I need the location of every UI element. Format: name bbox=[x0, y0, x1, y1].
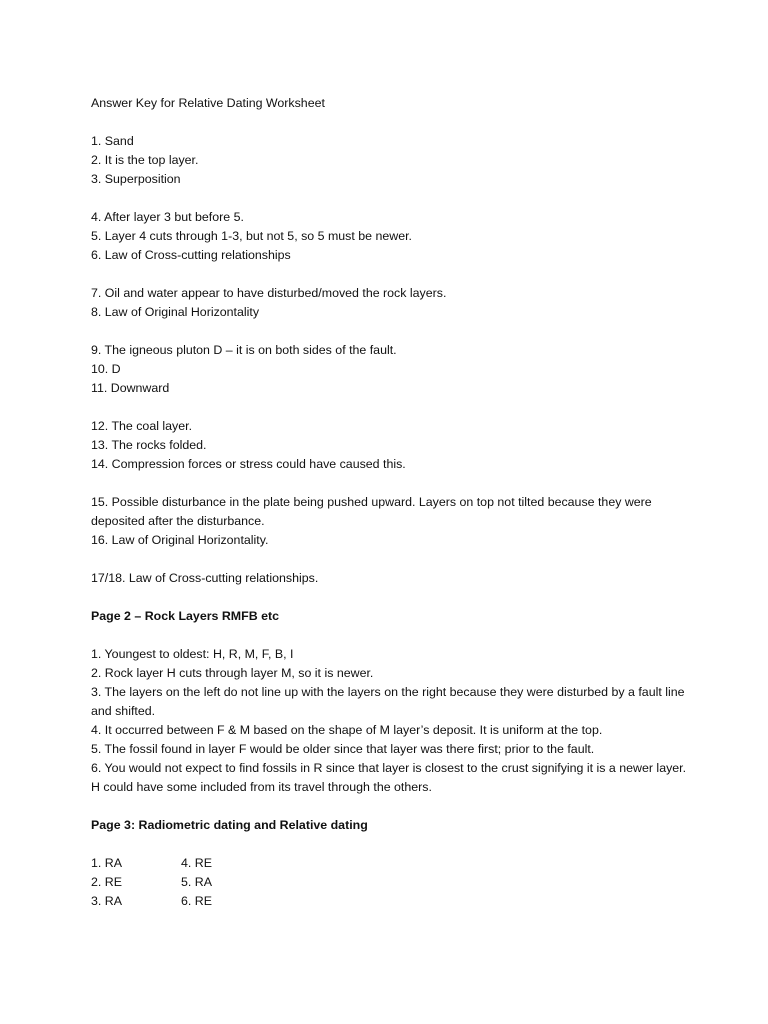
answer-right: 6. RE bbox=[181, 894, 212, 908]
spacer bbox=[91, 113, 691, 132]
answer-left: 1. RA bbox=[91, 856, 122, 870]
answer-line: 17/18. Law of Cross-cutting relationships. bbox=[91, 571, 319, 585]
spacer bbox=[91, 322, 691, 341]
answer-line: 5. Layer 4 cuts through 1-3, but not 5, so 5 must be newer. bbox=[91, 229, 412, 243]
answer-line: 14. Compression forces or stress could have caused this. bbox=[91, 457, 406, 471]
answer-line: 2. It is the top layer. bbox=[91, 153, 199, 167]
answer-line: 6. You would not expect to find fossils in R since that layer is closest to the crust signifying it is a newer layer. H could have some included from its travel through the others. bbox=[91, 761, 687, 794]
answer-line: 15. Possible disturbance in the plate being pushed upward. Layers on top not tilted because they were deposited after the disturbance. bbox=[91, 495, 652, 528]
answer-line: 1. Sand bbox=[91, 134, 134, 148]
spacer bbox=[91, 626, 691, 645]
answer-row bbox=[91, 854, 691, 873]
answer-line: 8. Law of Original Horizontality bbox=[91, 305, 260, 319]
spacer bbox=[91, 398, 691, 417]
answer-line: 12. The coal layer. bbox=[91, 419, 193, 433]
document-title: Answer Key for Relative Dating Worksheet bbox=[91, 96, 325, 110]
answer-line: 5. The fossil found in layer F would be older since that layer was there first; prior to the fault. bbox=[91, 742, 595, 756]
spacer bbox=[91, 265, 691, 284]
answer-line: 9. The igneous pluton D – it is on both sides of the fault. bbox=[91, 343, 397, 357]
spacer bbox=[91, 189, 691, 208]
answer-line: 2. Rock layer H cuts through layer M, so it is newer. bbox=[91, 666, 374, 680]
answer-line: 16. Law of Original Horizontality. bbox=[91, 533, 269, 547]
answer-line: 11. Downward bbox=[91, 381, 170, 395]
answer-right: 4. RE bbox=[181, 856, 212, 870]
spacer bbox=[91, 797, 691, 816]
answer-line: 3. Superposition bbox=[91, 172, 181, 186]
spacer bbox=[91, 474, 691, 493]
document-page bbox=[91, 94, 691, 911]
answer-row bbox=[91, 892, 691, 911]
answer-line: 4. It occurred between F & M based on the shape of M layer’s deposit. It is uniform at the top. bbox=[91, 723, 603, 737]
spacer bbox=[91, 550, 691, 569]
answer-line: 4. After layer 3 but before 5. bbox=[91, 210, 244, 224]
answer-left: 2. RE bbox=[91, 875, 122, 889]
answer-line: 10. D bbox=[91, 362, 121, 376]
spacer bbox=[91, 588, 691, 607]
section-heading-page3: Page 3: Radiometric dating and Relative dating bbox=[91, 818, 368, 832]
answer-line: 7. Oil and water appear to have disturbed/moved the rock layers. bbox=[91, 286, 447, 300]
answer-line: 13. The rocks folded. bbox=[91, 438, 207, 452]
spacer bbox=[91, 835, 691, 854]
answer-left: 3. RA bbox=[91, 894, 122, 908]
answer-line: 3. The layers on the left do not line up with the layers on the right because they were disturbed by a fault line and shifted. bbox=[91, 685, 685, 718]
answer-line: 6. Law of Cross-cutting relationships bbox=[91, 248, 291, 262]
answer-row bbox=[91, 873, 691, 892]
section-heading-page2: Page 2 – Rock Layers RMFB etc bbox=[91, 609, 280, 623]
answer-right: 5. RA bbox=[181, 875, 212, 889]
answer-line: 1. Youngest to oldest: H, R, M, F, B, I bbox=[91, 647, 294, 661]
